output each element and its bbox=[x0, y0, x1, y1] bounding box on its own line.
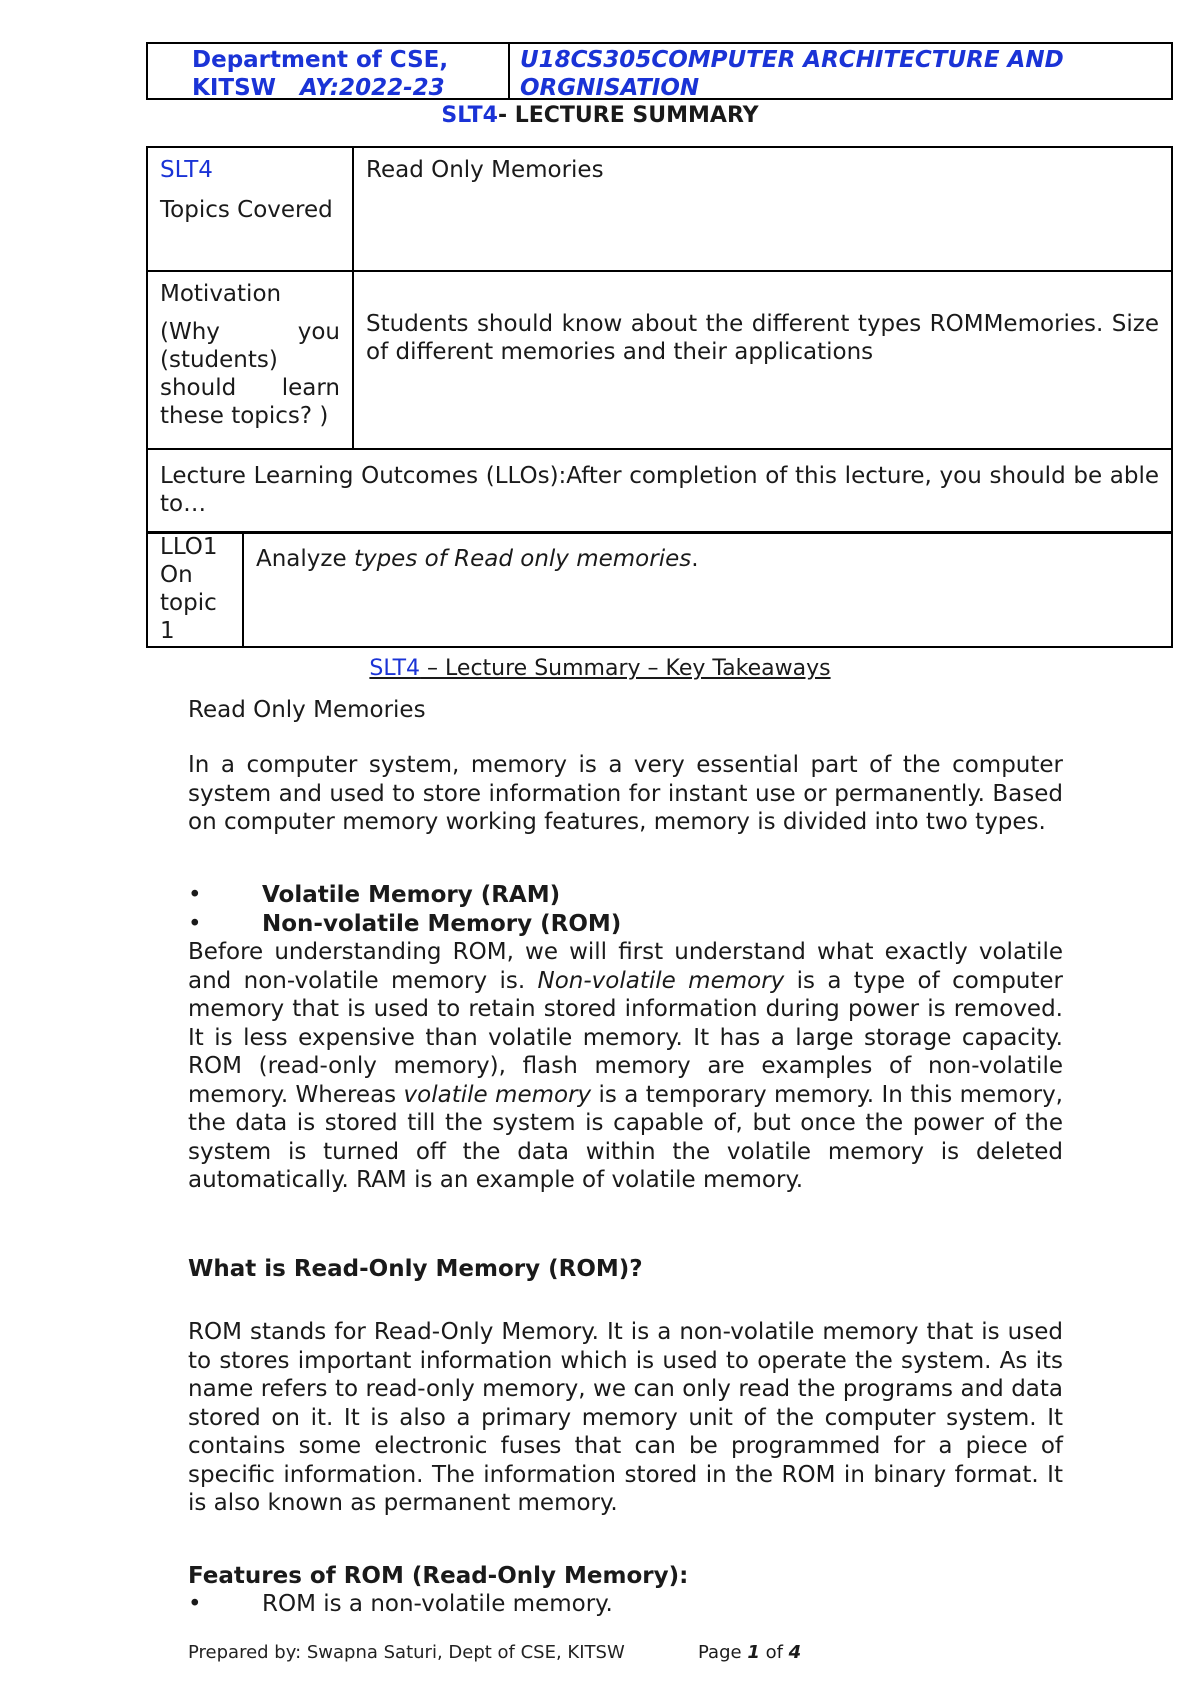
topics-label: Topics Covered bbox=[160, 197, 333, 223]
page-title: SLT4- LECTURE SUMMARY bbox=[441, 103, 759, 128]
list-item: • Non-volatile Memory (ROM) bbox=[188, 910, 1063, 939]
motivation-row bbox=[147, 271, 1172, 449]
llo-table bbox=[146, 531, 1173, 648]
course-title-line1: U18CS305COMPUTER ARCHITECTURE AND bbox=[520, 47, 1064, 73]
footer-page-number: Page 1 of 4 bbox=[698, 1642, 802, 1663]
list-item: • ROM is a non-volatile memory. bbox=[188, 1590, 1063, 1619]
features-list bbox=[188, 1590, 1063, 1619]
course-title-line2: ORGNISATION bbox=[520, 75, 700, 101]
motivation-label: Motivation bbox=[160, 281, 282, 307]
footer-prepared-by: Prepared by: Swapna Saturi, Dept of CSE, KITSW bbox=[188, 1642, 625, 1663]
motivation-subtext: (Why you (students) should learn these topics? ) bbox=[160, 319, 340, 429]
features-heading: Features of ROM (Read-Only Memory): bbox=[188, 1563, 689, 1589]
rom-heading: What is Read-Only Memory (ROM)? bbox=[188, 1256, 643, 1282]
department-name: Department of CSE, bbox=[192, 47, 449, 73]
topics-value: Read Only Memories bbox=[353, 147, 1172, 271]
memory-types-list bbox=[188, 881, 1063, 938]
key-takeaways-title: SLT4 – Lecture Summary – Key Takeaways bbox=[369, 656, 831, 681]
llo-intro-row bbox=[147, 449, 1172, 533]
department-cell bbox=[148, 44, 510, 101]
course-cell bbox=[510, 44, 1171, 101]
department-year: KITSW AY:2022-23 bbox=[192, 75, 445, 101]
llo1-label: LLO1 On topic 1 bbox=[147, 532, 243, 647]
topics-label-cell bbox=[147, 147, 353, 271]
motivation-label-cell bbox=[147, 271, 353, 449]
slt-code: SLT4 bbox=[160, 157, 213, 183]
list-item: • Volatile Memory (RAM) bbox=[188, 881, 1063, 910]
topics-row bbox=[147, 147, 1172, 271]
volatility-paragraph: Before understanding ROM, we will first understand what exactly volatile and non-volatile memory is. Non-volatile memory is a type of computer memory that is used to retain stored information during power is removed. It is less expensive than volatile memory. It has a large storage capacity. ROM (read-only memory), flash memory are examples of non-volatile memory. Whereas volatile memory is a temporary memory. In this memory, the data is stored till the system is capable of, but once the power of the system is turned off the data within the volatile memory is deleted automatically. RAM is an example of volatile memory. bbox=[188, 939, 1064, 1193]
llo-intro: Lecture Learning Outcomes (LLOs):After completion of this lecture, you should be able to… bbox=[147, 449, 1172, 533]
llo1-row bbox=[147, 532, 1172, 647]
document-header bbox=[146, 42, 1173, 100]
intro-paragraph: In a computer system, memory is a very essential part of the computer system and used to store information for instant use or permanently. Based on computer memory working features, memory is divided into two types. bbox=[188, 752, 1063, 835]
motivation-value: Students should know about the different types ROMMemories. Size of different memories and their applications bbox=[353, 271, 1172, 449]
rom-paragraph: ROM stands for Read-Only Memory. It is a non-volatile memory that is used to stores important information which is used to operate the system. As its name refers to read-only memory, we can only read the programs and data stored on it. It is also a primary memory unit of the computer system. It contains some electronic fuses that can be programmed for a piece of specific information. The information stored in the ROM in binary format. It is also known as permanent memory. bbox=[188, 1319, 1063, 1516]
llo1-value: Analyze types of Read only memories. bbox=[243, 532, 1172, 647]
lecture-summary-table bbox=[146, 146, 1173, 534]
section-heading: Read Only Memories bbox=[188, 697, 426, 723]
